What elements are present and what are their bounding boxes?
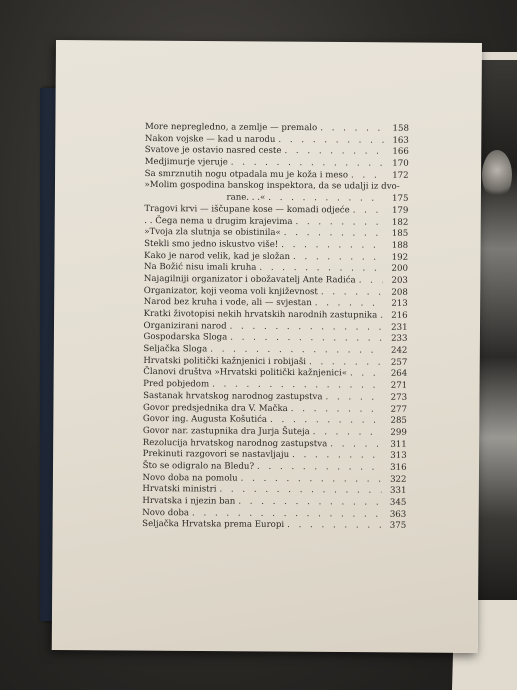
toc-leader-dots bbox=[238, 497, 381, 510]
toc-entry-title: Pred pobjedom bbox=[143, 379, 210, 390]
toc-entry-page-number: 231 bbox=[391, 322, 408, 333]
toc-entry-title: rane. . .« bbox=[226, 192, 266, 203]
toc-entry-page-number: 182 bbox=[391, 217, 409, 228]
toc-entry-page-number: 285 bbox=[390, 415, 407, 427]
toc-entry-page-number: 271 bbox=[390, 380, 408, 391]
toc-leader-dots bbox=[268, 193, 383, 206]
toc-leader-dots bbox=[353, 205, 384, 217]
toc-leader-dots bbox=[278, 135, 384, 147]
toc-leader-dots bbox=[241, 473, 382, 486]
toc-entry-page-number: 188 bbox=[391, 240, 409, 251]
toc-entry-title: Najagilniji organizator i obožavatelj Ante Radića bbox=[143, 273, 356, 286]
toc-entry-page-number: 257 bbox=[390, 357, 408, 368]
toc-entry-page-number: 331 bbox=[389, 486, 407, 497]
toc-entry-title: Sa smrznutih nogu otpadala mu je koža i meso bbox=[144, 168, 349, 181]
toc-entry-title: Stekli smo jedno iskustvo više! bbox=[144, 238, 279, 250]
toc-entry-title: Prekinuti razgovori se nastavljaju bbox=[142, 449, 290, 461]
toc-entry-title: Hrvatska i njezin ban bbox=[142, 495, 236, 507]
toc-entry-title: Novo doba na pomolu bbox=[142, 472, 238, 484]
toc-entry-title: »Tvoja zla slutnja se obistinila« bbox=[144, 227, 281, 239]
toc-entry-page-number: 311 bbox=[390, 439, 407, 450]
toc-entry-title: Narod bez kruha i vode, ali — svjestan bbox=[143, 297, 312, 309]
toc-leader-dots bbox=[321, 287, 383, 299]
toc-entry-title: Nakon vojske — kad u narodu bbox=[144, 133, 276, 145]
toc-entry-page-number: 179 bbox=[391, 205, 409, 216]
toc-entry-page-number: 163 bbox=[392, 135, 409, 146]
toc-entry-page-number: 316 bbox=[390, 462, 407, 473]
toc-entry-title: . . Čega nema u drugim krajevima bbox=[144, 215, 293, 227]
toc-entry-title: Rezolucija hrvatskog narodnog zastupstva bbox=[142, 437, 328, 449]
toc-entry-page-number: 299 bbox=[390, 427, 407, 438]
toc-leader-dots bbox=[315, 299, 383, 311]
toc-leader-dots bbox=[281, 240, 383, 252]
toc-entry-page-number: 264 bbox=[390, 369, 408, 380]
toc-entry-page-number: 313 bbox=[390, 450, 407, 462]
toc-entry-page-number: 375 bbox=[389, 521, 407, 532]
toc-entry-title: Gospodarska Sloga bbox=[143, 332, 228, 343]
toc-entry-title: Novo doba bbox=[142, 507, 190, 519]
toc-entry-title: Što se odigralo na Bledu? bbox=[142, 460, 255, 472]
toc-entry-title: »Molim gospodina banskog inspektora, da se udalji iz dvo- bbox=[144, 180, 400, 193]
toc-entry-page-number: 322 bbox=[390, 474, 407, 485]
toc-entry-page-number: 185 bbox=[391, 228, 409, 240]
toc-entry-title: Organizirani narod bbox=[143, 320, 227, 332]
toc-entry-title: More nepregledno, a zemlje — premalo bbox=[144, 122, 318, 134]
toc-entry-page-number: 172 bbox=[392, 170, 409, 181]
toc-leader-dots bbox=[326, 392, 383, 404]
toc-leader-dots bbox=[351, 170, 384, 182]
toc-entry-title: Govor ing. Augusta Košutića bbox=[142, 414, 268, 426]
toc-leader-dots bbox=[380, 311, 383, 323]
toc-leader-dots bbox=[287, 520, 381, 532]
toc-entry-page-number: 170 bbox=[392, 158, 409, 169]
toc-entry-title: Hrvatski ministri bbox=[142, 484, 217, 495]
toc-leader-dots bbox=[320, 123, 384, 135]
toc-leader-dots bbox=[293, 252, 383, 264]
toc-entry-page-number: 216 bbox=[391, 310, 408, 321]
toc-entry-page-number: 273 bbox=[390, 392, 408, 403]
toc-entry-title: Seljačka Sloga bbox=[143, 344, 208, 355]
toc-leader-dots bbox=[330, 439, 382, 451]
toc-leader-dots bbox=[313, 427, 382, 439]
table-of-contents bbox=[142, 122, 409, 533]
toc-leader-dots bbox=[230, 321, 383, 334]
toc-entry-page-number: 242 bbox=[390, 345, 408, 356]
toc-leader-dots bbox=[270, 415, 382, 427]
toc-entry-title: Kratki životopisi nekih hrvatskih narodnih zastupnika bbox=[143, 308, 378, 321]
toc-entry-page-number: 345 bbox=[389, 497, 407, 508]
toc-entry-title: Hrvatski politički kažnjenici i robijaši bbox=[143, 355, 307, 367]
toc-entry-title: Članovi društva »Hrvatski politički kažnjenici« bbox=[143, 367, 348, 379]
toc-leader-dots bbox=[295, 217, 383, 229]
toc-entry-page-number: 175 bbox=[392, 193, 409, 204]
toc-leader-dots bbox=[291, 404, 382, 416]
toc-entry-page-number: 208 bbox=[391, 287, 408, 298]
toc-entry-page-number: 192 bbox=[391, 252, 409, 263]
toc-entry-page-number: 277 bbox=[390, 404, 408, 415]
toc-entry-page-number: 166 bbox=[392, 147, 409, 158]
toc-leader-dots bbox=[230, 333, 382, 346]
toc-entry-page-number: 158 bbox=[392, 123, 409, 134]
toc-entry-title: Govor nar. zastupnika dra Jurja Šuteja bbox=[142, 425, 310, 438]
toc-entry-title: Medjimurje vjeruje bbox=[144, 157, 228, 168]
toc-entry-page-number: 200 bbox=[391, 263, 409, 275]
toc-leader-dots bbox=[284, 228, 384, 240]
toc-leader-dots bbox=[259, 263, 383, 276]
toc-leader-dots bbox=[359, 275, 383, 287]
toc-leader-dots bbox=[284, 146, 383, 158]
toc-entry-page-number: 213 bbox=[391, 299, 408, 310]
toc-entry-title: Kako je narod velik, kad je složan bbox=[144, 250, 291, 262]
toc-leader-dots bbox=[257, 462, 382, 475]
toc-entry-page-number: 363 bbox=[389, 509, 407, 520]
toc-entry-title: Seljačka Hrvatska prema Europi bbox=[142, 519, 285, 531]
toc-entry-title: Tragovi krvi — iščupane kose — komadi odjeće bbox=[144, 203, 350, 216]
toc-entry bbox=[142, 519, 406, 533]
toc-entry-title: Svatove je ostavio nasred ceste bbox=[144, 145, 282, 157]
toc-leader-dots bbox=[292, 450, 382, 462]
toc-entry-page-number: 203 bbox=[391, 275, 408, 286]
toc-entry-title: Govor predsjednika dra V. Mačka bbox=[142, 402, 288, 414]
toc-entry-title: Sastanak hrvatskog narodnog zastupstva bbox=[143, 390, 323, 403]
toc-entry-title: Organizator, koji veoma voli književnost bbox=[143, 285, 318, 297]
photograph-figure bbox=[482, 150, 512, 200]
toc-entry-page-number: 233 bbox=[391, 334, 408, 345]
toc-entry-title: Na Božić nisu imali kruha bbox=[143, 262, 257, 274]
toc-leader-dots bbox=[350, 369, 382, 381]
